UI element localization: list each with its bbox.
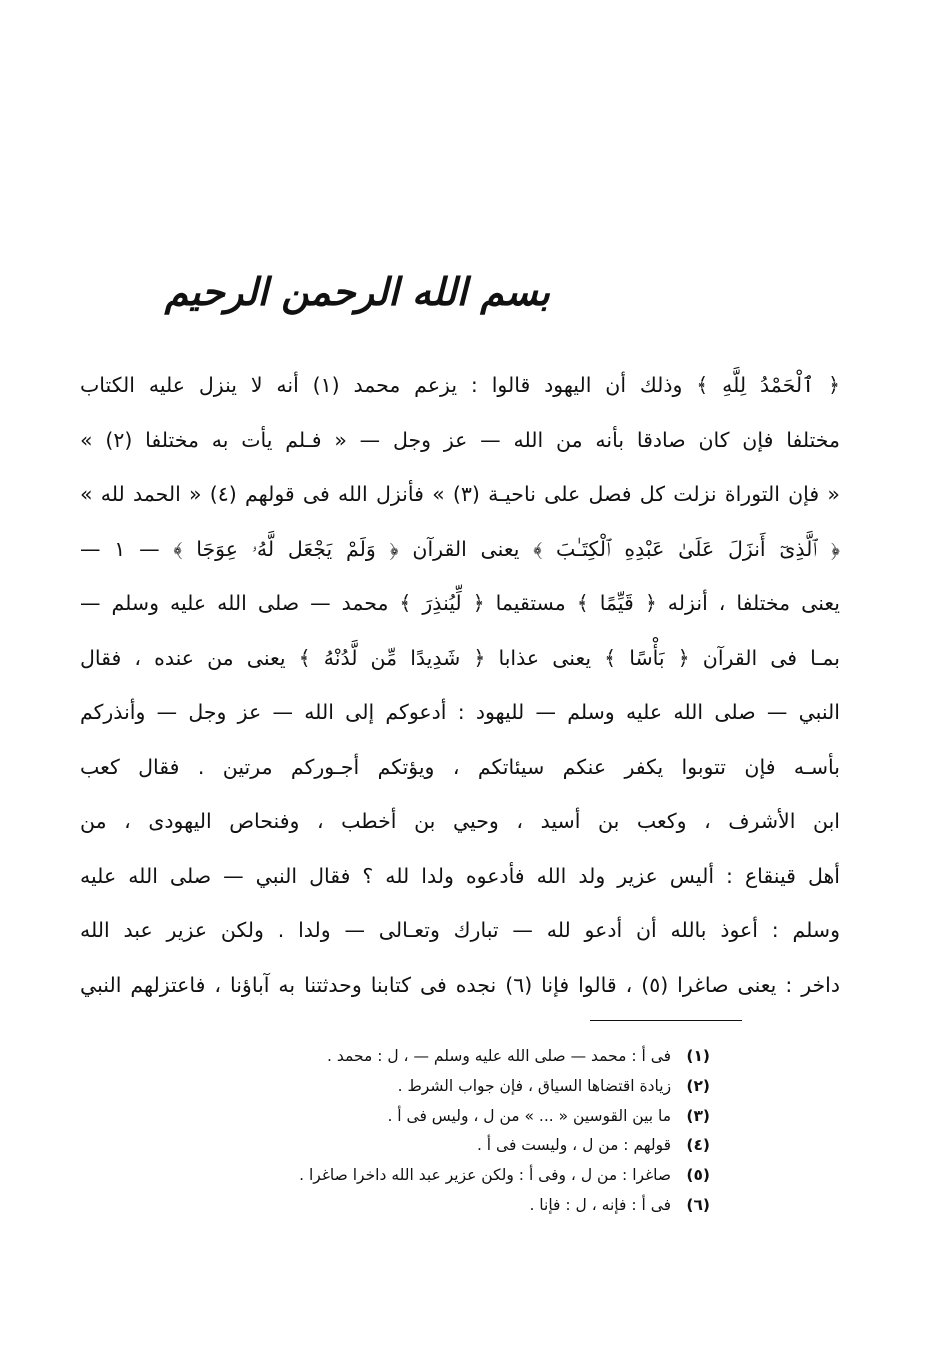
footnote-number: (٦) bbox=[686, 1195, 710, 1214]
footnote bbox=[200, 1191, 710, 1221]
text-line: بمـا فى القرآن ﴿ بَأْسًا ﴾ يعنى عذابا ﴿ شَدِيدًا مِّن لَّدُنْهُ ﴾ يعنى من عنده ، فقال bbox=[80, 645, 840, 670]
footnote-number: (٢) bbox=[686, 1076, 710, 1095]
text-line: ابن الأشرف ، وكعب بن أسيد ، وحيي بن أخطب ، وفنحاص اليهودى ، من bbox=[80, 809, 840, 833]
basmala-heading: بسم الله الرحمن الرحيم bbox=[164, 269, 550, 314]
footnote bbox=[200, 1042, 710, 1072]
text-line: داخر : يعنى صاغرا (٥) ، قالوا فإنا (٦) نجده فى كتابنا وحدثتنا به آباؤنا ، فاعتزلهم النبي bbox=[80, 972, 840, 997]
footnote bbox=[200, 1072, 710, 1102]
footnote bbox=[200, 1131, 710, 1161]
footnote-text: قولهم : من ل ، وليست فى أ . bbox=[476, 1136, 672, 1155]
text-line: بأسـه فإن تتوبوا يكفر عنكم سيئاتكم ، ويؤتكم أجـوركم مرتين . فقال كعب bbox=[80, 754, 840, 779]
text-line: وسلم : أعوذ بالله أن أدعو لله — تبارك وتعـالى — ولدا . ولكن عزير عبد الله bbox=[80, 918, 840, 942]
footnote-number: (٤) bbox=[686, 1136, 710, 1155]
text-line: مختلفا فإن كان صادقا بأنه من الله — عز وجل — « فـلم يأت به مختلفا (٢) » bbox=[80, 427, 840, 452]
text-line: أهل قينقاع : أليس عزير ولد الله فأدعوه ولدا لله ؟ فقال النبي — صلى الله عليه bbox=[80, 863, 840, 888]
footnote-text: فى أ : محمد — صلى الله عليه وسلم — ، ل : محمد . bbox=[327, 1047, 672, 1065]
footnote-text: زيادة اقتضاها السياق ، فإن جواب الشرط . bbox=[397, 1076, 672, 1095]
text-line: النبي — صلى الله عليه وسلم — لليهود : أدعوكم إلى الله — عز وجل — وأنذركم bbox=[80, 700, 840, 724]
footnote-divider bbox=[590, 1020, 742, 1021]
text-line: « فإن التوراة نزلت كل فصل على ناحيـة (٣) » فأنزل الله فى قولهم (٤) « الحمد لله » bbox=[80, 482, 840, 506]
footnote-text: فى أ : فإنه ، ل : فإنا . bbox=[529, 1195, 672, 1214]
footnote-number: (٥) bbox=[686, 1166, 710, 1185]
footnote-number: (١) bbox=[686, 1047, 710, 1065]
text-line: ﴿ ٱلَّذِىٓ أَنزَلَ عَلَىٰ عَبْدِهِ ٱلْكِتَـٰبَ ﴾ يعنى القرآن ﴿ وَلَمْ يَجْعَل لَّهُۥ عِوَجَا ﴾ — ١ — bbox=[80, 536, 840, 561]
footnotes bbox=[200, 1042, 710, 1221]
footnote bbox=[200, 1102, 710, 1132]
footnote-text: صاغرا : من ل ، وفى أ : ولكن عزير عبد الله داخرا صاغرا . bbox=[299, 1166, 672, 1185]
footnote bbox=[200, 1161, 710, 1191]
text-line: يعنى مختلفا ، أنزله ﴿ قَيِّمًا ﴾ مستقيما ﴿ لِّيُنذِرَ ﴾ محمد — صلى الله عليه وسلم — bbox=[80, 591, 840, 615]
main-text bbox=[80, 358, 840, 1012]
footnote-number: (٣) bbox=[686, 1106, 710, 1125]
footnote-text: ما بين القوسين « ... » من ل ، وليس فى أ . bbox=[387, 1106, 672, 1125]
text-line: ﴿ ٱلْحَمْدُ لِلَّهِ ﴾ وذلك أن اليهود قالوا : يزعم محمد (١) أنه لا ينزل عليه الكتاب bbox=[80, 373, 840, 397]
